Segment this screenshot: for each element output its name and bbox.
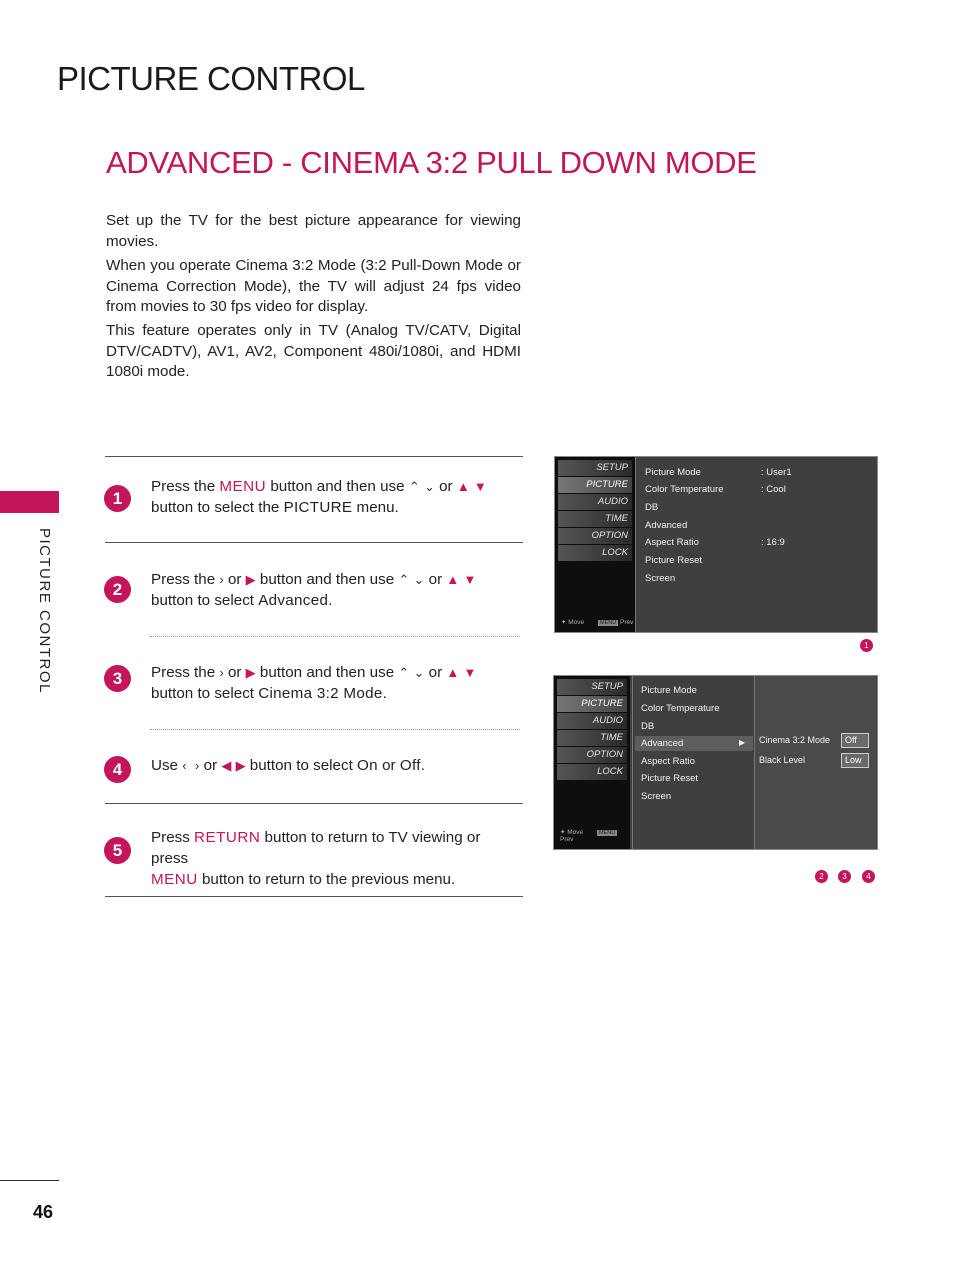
move-icon: ✦: [560, 829, 566, 836]
step-2-text: Press the › or ▶ button and then use ⌃ ⌄ or ▲ ▼ button to select Advanced.: [151, 571, 477, 609]
submenu-panel: [754, 676, 876, 849]
step-number-4: 4: [104, 756, 131, 783]
nav-audio: AUDIO: [558, 494, 632, 510]
menu-row-label: Aspect Ratio: [641, 756, 695, 767]
triangle-down-icon: ▼: [463, 572, 477, 587]
step-1-text: Press the MENU button and then use ⌃ ⌄ or ▲ ▼ button to select the PICTURE menu.: [151, 478, 487, 516]
step-number-3: 3: [104, 665, 131, 692]
nav-option: OPTION: [557, 747, 627, 763]
page-title: PICTURE CONTROL: [57, 60, 365, 97]
black-level-value: Low: [841, 753, 869, 768]
nav-setup: SETUP: [558, 460, 632, 476]
move-icon: ✦: [561, 619, 567, 626]
triangle-up-icon: ▲: [446, 572, 460, 587]
menu-row-label: Picture Reset: [641, 773, 699, 784]
nav-lock: LOCK: [558, 545, 632, 561]
side-tab: [0, 491, 59, 513]
divider: [105, 456, 523, 457]
submenu-label: Cinema 3:2 Mode: [759, 735, 831, 745]
menu-row-value: : 16:9: [761, 537, 785, 548]
menu-row-label: DB: [645, 502, 659, 513]
tv-menu-advanced: [553, 675, 878, 850]
menu-footer: ✦ Move MENU Prev: [561, 619, 634, 626]
nav-picture: PICTURE: [557, 696, 627, 712]
step-badge-4: 4: [862, 870, 875, 883]
chevron-up-icon: ⌃: [398, 572, 410, 587]
chevron-down-icon: ⌄: [413, 665, 425, 680]
step-number-1: 1: [104, 485, 131, 512]
chevron-right-icon: ›: [195, 758, 200, 773]
triangle-down-icon: ▼: [473, 479, 487, 494]
triangle-left-icon: ◀: [221, 758, 232, 773]
chevron-up-icon: ⌃: [398, 665, 410, 680]
footer-rule: [0, 1180, 59, 1181]
menu-nav: [555, 457, 635, 632]
intro-paragraph-3: This feature operates only in TV (Analog TV/CATV, Digital DTV/CADTV), AV1, AV2, Component 480i/1080i, and HDMI 1080i mode.: [106, 322, 521, 380]
nav-picture: PICTURE: [558, 477, 632, 493]
menu-footer: ✦ Move MENU Prev: [560, 829, 616, 843]
step-badge-3: 3: [838, 870, 851, 883]
menu-row-label: Aspect Ratio: [645, 537, 699, 548]
divider: [105, 896, 523, 897]
chevron-down-icon: ⌄: [423, 479, 435, 494]
menu-row-label: Advanced: [641, 738, 684, 749]
divider-dotted: [150, 729, 520, 730]
menu-row-label: Picture Mode: [641, 685, 697, 696]
nav-lock: LOCK: [557, 764, 627, 780]
menu-row-label: Color Temperature: [641, 703, 720, 714]
triangle-right-icon: ▶: [245, 572, 256, 587]
menu-row-label: Picture Mode: [645, 467, 701, 478]
divider: [105, 542, 523, 543]
cinema-mode-value: Off: [841, 733, 869, 748]
triangle-up-icon: ▲: [446, 665, 460, 680]
nav-setup: SETUP: [557, 679, 627, 695]
menu-row-label: DB: [641, 721, 655, 732]
triangle-right-icon: ▶: [235, 758, 246, 773]
menu-row-label: Advanced: [645, 520, 688, 531]
page-number: 46: [33, 1202, 54, 1222]
divider-dotted: [150, 636, 520, 637]
menu-nav: [554, 676, 630, 849]
chevron-right-icon: ›: [219, 572, 224, 587]
menu-panel: [632, 676, 755, 849]
chevron-down-icon: ⌄: [413, 572, 425, 587]
intro-paragraph-1: Set up the TV for the best picture appearance for viewing movies.: [106, 212, 521, 250]
menu-row-value: : User1: [761, 467, 792, 478]
section-title: ADVANCED - CINEMA 3:2 PULL DOWN MODE: [106, 145, 757, 180]
step-badge-1: 1: [860, 639, 873, 652]
nav-time: TIME: [558, 511, 632, 527]
triangle-down-icon: ▼: [463, 665, 477, 680]
nav-audio: AUDIO: [557, 713, 627, 729]
chevron-up-icon: ⌃: [408, 479, 420, 494]
menu-row-label: Picture Reset: [645, 555, 703, 566]
chevron-left-icon: ‹: [182, 758, 187, 773]
arrow-right-icon: ▶: [739, 738, 746, 747]
submenu-label: Black Level: [759, 755, 806, 765]
side-label: PICTURE CONTROL: [36, 528, 53, 694]
menu-row-label: Screen: [641, 791, 672, 802]
step-number-5: 5: [104, 837, 131, 864]
step-4-text: Use ‹ › or ◀ ▶ button to select On or Off.: [151, 757, 425, 774]
menu-panel: [635, 457, 876, 632]
divider: [105, 803, 523, 804]
menu-row-label: Color Temperature: [645, 484, 724, 495]
tv-menu-picture: [554, 456, 878, 633]
step-3-text: Press the › or ▶ button and then use ⌃ ⌄ or ▲ ▼ button to select Cinema 3:2 Mode.: [151, 664, 477, 702]
nav-option: OPTION: [558, 528, 632, 544]
step-number-2: 2: [104, 576, 131, 603]
menu-row-label: Screen: [645, 573, 676, 584]
intro-paragraph-2: When you operate Cinema 3:2 Mode (3:2 Pull-Down Mode or Cinema Correction Mode), the TV will adjust 24 fps video from movies to 30 fps video for display.: [106, 257, 521, 315]
nav-time: TIME: [557, 730, 627, 746]
triangle-right-icon: ▶: [245, 665, 256, 680]
step-badge-2: 2: [815, 870, 828, 883]
menu-row-value: : Cool: [761, 484, 786, 495]
triangle-up-icon: ▲: [456, 479, 470, 494]
chevron-right-icon: ›: [219, 665, 224, 680]
step-5-text: Press RETURN button to return to TV viewing or press MENU button to return to the previous menu.: [151, 829, 481, 888]
